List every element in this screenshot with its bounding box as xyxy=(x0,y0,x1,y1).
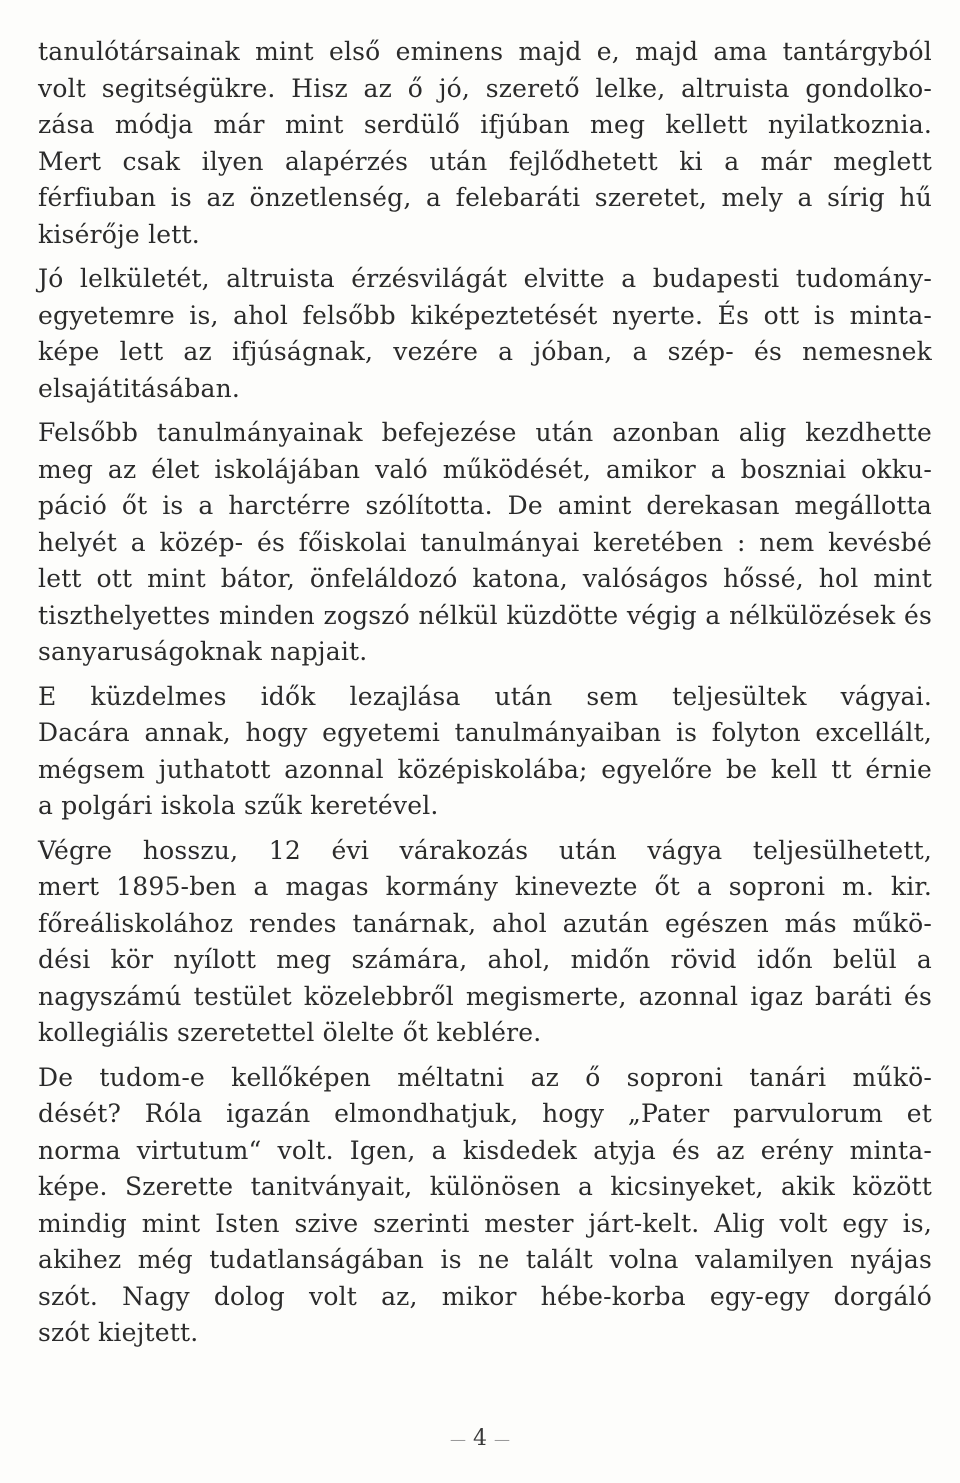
paragraph xyxy=(38,34,932,253)
text-line: mégsem juthatott azonnal középiskolába; egyelőre be kell tt érnie xyxy=(38,754,932,784)
paragraph-gap xyxy=(38,407,932,415)
paragraph xyxy=(38,679,932,825)
text-line: elsajátitásában. xyxy=(38,373,241,403)
text-line: Mert csak ilyen alapérzés után fejlődhetett ki a már meglett xyxy=(38,146,932,176)
paragraph xyxy=(38,261,932,407)
text-line: sanyaruságoknak napjait. xyxy=(38,637,368,666)
text-line: norma virtutum“ volt. Igen, a kisdedek atyja és az erény minta- xyxy=(38,1135,932,1165)
paragraph-gap xyxy=(38,825,932,833)
text-line: páció őt is a harctérre szólította. De amint derekasan megállotta xyxy=(38,491,932,520)
text-line: férfiuban is az önzetlenség, a felebaráti szeretet, mely a sírig hű xyxy=(38,183,932,212)
text-line: szót kiejtett. xyxy=(38,1318,199,1347)
text-line: mindig mint Isten szive szerinti mester járt-kelt. Alig volt egy is, xyxy=(38,1208,932,1238)
text-line: egyetemre is, ahol felsőbb kiképeztetését nyerte. És ott is minta- xyxy=(38,300,932,330)
text-line: képe lett az ifjúságnak, vezére a jóban, a szép- és nemesnek xyxy=(38,337,932,366)
paragraph-gap xyxy=(38,1052,932,1060)
text-line: kisérője lett. xyxy=(38,219,200,249)
text-line: a polgári iskola szűk keretével. xyxy=(38,791,439,820)
body-text xyxy=(38,34,932,1352)
footer-dash-left: — xyxy=(450,1429,466,1449)
text-line: helyét a közép- és főiskolai tanulmányai keretében : nem kevésbé xyxy=(38,527,932,557)
text-line: nagyszámú testület közelebbről megismerte, azonnal igaz baráti és xyxy=(38,981,932,1011)
text-line: főreáliskolához rendes tanárnak, ahol azután egészen más műkö- xyxy=(38,908,932,938)
text-line: Felsőbb tanulmányainak befejezése után azonban alig kezdhette xyxy=(38,418,932,447)
text-line: mert 1895-ben a magas kormány kinevezte őt a soproni m. kir. xyxy=(38,872,932,901)
text-line: dését? Róla igazán elmondhatjuk, hogy „Pater parvulorum et xyxy=(38,1099,932,1128)
paragraph-gap xyxy=(38,671,932,679)
text-line: zása módja már mint serdülő ifjúban meg kellett nyilatkoznia. xyxy=(38,110,932,139)
text-line: tanulótársainak mint első eminens majd e, majd ama tantárgyból xyxy=(38,37,932,66)
text-line: De tudom-e kellőképen méltatni az ő soproni tanári műkö- xyxy=(38,1062,932,1092)
paragraph xyxy=(38,415,932,671)
text-line: Dacára annak, hogy egyetemi tanulmányaiban is folyton excellált, xyxy=(38,718,932,747)
text-line: kollegiális szeretettel ölelte őt keblére. xyxy=(38,1018,542,1047)
text-line: szót. Nagy dolog volt az, mikor hébe-korba egy-egy dorgáló xyxy=(38,1281,932,1311)
paragraph xyxy=(38,1060,932,1352)
page-footer xyxy=(0,1426,960,1451)
footer-dash-right: — xyxy=(494,1429,510,1449)
text-line: Jó lelkületét, altruista érzésvilágát elvitte a budapesti tudomány- xyxy=(38,264,932,293)
text-line: volt segitségükre. Hisz az ő jó, szerető lelke, altruista gondolko- xyxy=(38,73,932,103)
text-line: tiszthelyettes minden zogszó nélkül küzdötte végig a nélkülözések és xyxy=(38,600,932,630)
text-line: lett ott mint bátor, önfeláldozó katona, valóságos hőssé, hol mint xyxy=(38,564,932,593)
paragraph xyxy=(38,833,932,1052)
text-line: képe. Szerette tanitványait, különösen a kicsinyeket, akik között xyxy=(38,1172,932,1201)
page-number: 4 xyxy=(473,1426,487,1451)
text-line: meg az élet iskolájában való működését, amikor a boszniai okku- xyxy=(38,454,932,484)
paragraph-gap xyxy=(38,253,932,261)
text-line: akihez még tudatlanságában is ne talált volna valamilyen nyájas xyxy=(38,1245,932,1274)
text-line: Végre hosszu, 12 évi várakozás után vágya teljesülhetett, xyxy=(38,835,932,865)
text-line: E küzdelmes idők lezajlása után sem teljesültek vágyai. xyxy=(38,681,932,711)
text-line: dési kör nyílott meg számára, ahol, midőn rövid időn belül a xyxy=(38,945,932,974)
